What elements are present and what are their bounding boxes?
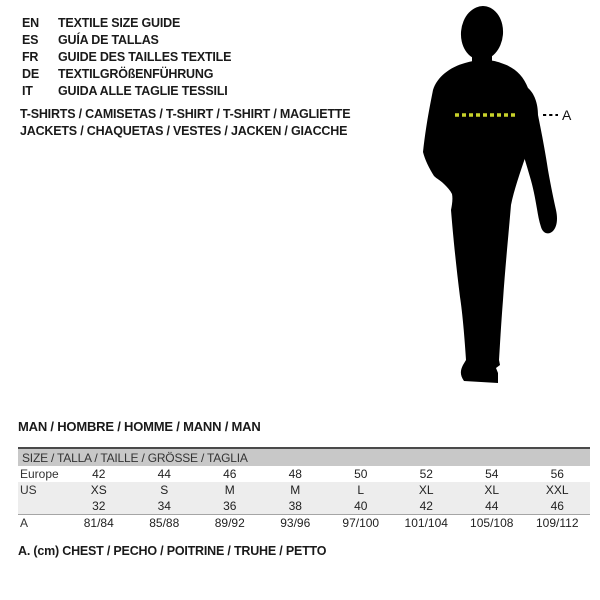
cell: 56 bbox=[550, 467, 564, 481]
language-row-de bbox=[22, 66, 231, 83]
cell: 109/112 bbox=[525, 515, 591, 532]
language-label: GUÍA DE TALLAS bbox=[58, 33, 159, 47]
measurement-label-a: A bbox=[562, 107, 572, 123]
language-code: EN bbox=[22, 16, 39, 30]
measurement-footnote: A. (cm) CHEST / PECHO / POITRINE / TRUHE / PETTO bbox=[18, 544, 327, 558]
language-row-fr bbox=[22, 49, 231, 66]
cell: 32 bbox=[66, 498, 132, 515]
row-label: US bbox=[18, 482, 66, 498]
cell: 44 bbox=[459, 498, 525, 515]
language-code: DE bbox=[22, 67, 39, 81]
cell: M bbox=[263, 482, 329, 498]
table-row-a-chest bbox=[18, 515, 590, 532]
row-label bbox=[18, 498, 66, 515]
cell: S bbox=[132, 482, 198, 498]
section-title-man: MAN / HOMBRE / HOMME / MANN / MAN bbox=[18, 419, 261, 434]
cell: XXL bbox=[525, 482, 591, 498]
cell: M bbox=[197, 482, 263, 498]
cell: 89/92 bbox=[197, 515, 263, 532]
language-label: GUIDA ALLE TAGLIE TESSILI bbox=[58, 84, 228, 98]
language-code: ES bbox=[22, 33, 39, 47]
category-jackets: JACKETS / CHAQUETAS / VESTES / JACKEN / GIACCHE bbox=[20, 124, 348, 138]
language-row-it bbox=[22, 83, 231, 100]
table-row-us-numeric bbox=[18, 498, 590, 515]
cell: 54 bbox=[485, 467, 499, 481]
language-row-en bbox=[22, 15, 231, 32]
cell: 34 bbox=[132, 498, 198, 515]
cell: 81/84 bbox=[66, 515, 132, 532]
cell: XL bbox=[394, 482, 460, 498]
cell: XS bbox=[66, 482, 132, 498]
size-table-header-row bbox=[18, 448, 590, 466]
size-table-header: SIZE / TALLA / TAILLE / GRÖSSE / TAGLIA bbox=[18, 448, 590, 466]
language-code: IT bbox=[22, 84, 33, 98]
language-row-es bbox=[22, 32, 231, 49]
cell: 42 bbox=[394, 498, 460, 515]
cell: 105/108 bbox=[459, 515, 525, 532]
cell: 36 bbox=[197, 498, 263, 515]
row-label: Europe bbox=[20, 467, 59, 481]
size-table bbox=[18, 447, 590, 531]
cell: L bbox=[328, 482, 394, 498]
man-silhouette-svg bbox=[415, 5, 600, 395]
table-row-us bbox=[18, 482, 590, 498]
cell: 38 bbox=[263, 498, 329, 515]
cell: 93/96 bbox=[263, 515, 329, 532]
cell: 97/100 bbox=[328, 515, 394, 532]
language-label: TEXTILGRÖßENFÜHRUNG bbox=[58, 67, 214, 81]
table-row-europe bbox=[18, 466, 590, 482]
cell: 46 bbox=[525, 498, 591, 515]
language-label: GUIDE DES TAILLES TEXTILE bbox=[58, 50, 232, 64]
man-silhouette-figure bbox=[415, 5, 600, 395]
cell: 44 bbox=[157, 467, 171, 481]
cell: 46 bbox=[223, 467, 237, 481]
language-guide-list bbox=[22, 15, 231, 100]
cell: 101/104 bbox=[394, 515, 460, 532]
cell: 52 bbox=[419, 467, 433, 481]
cell: XL bbox=[459, 482, 525, 498]
cell: 50 bbox=[354, 467, 368, 481]
category-tshirts: T-SHIRTS / CAMISETAS / T-SHIRT / T-SHIRT / MAGLIETTE bbox=[20, 107, 351, 121]
cell: 85/88 bbox=[132, 515, 198, 532]
cell: 48 bbox=[288, 467, 302, 481]
language-code: FR bbox=[22, 50, 39, 64]
row-label: A bbox=[18, 515, 66, 532]
cell: 42 bbox=[92, 467, 106, 481]
garment-categories bbox=[20, 106, 350, 140]
language-label: TEXTILE SIZE GUIDE bbox=[58, 16, 181, 30]
cell: 40 bbox=[328, 498, 394, 515]
